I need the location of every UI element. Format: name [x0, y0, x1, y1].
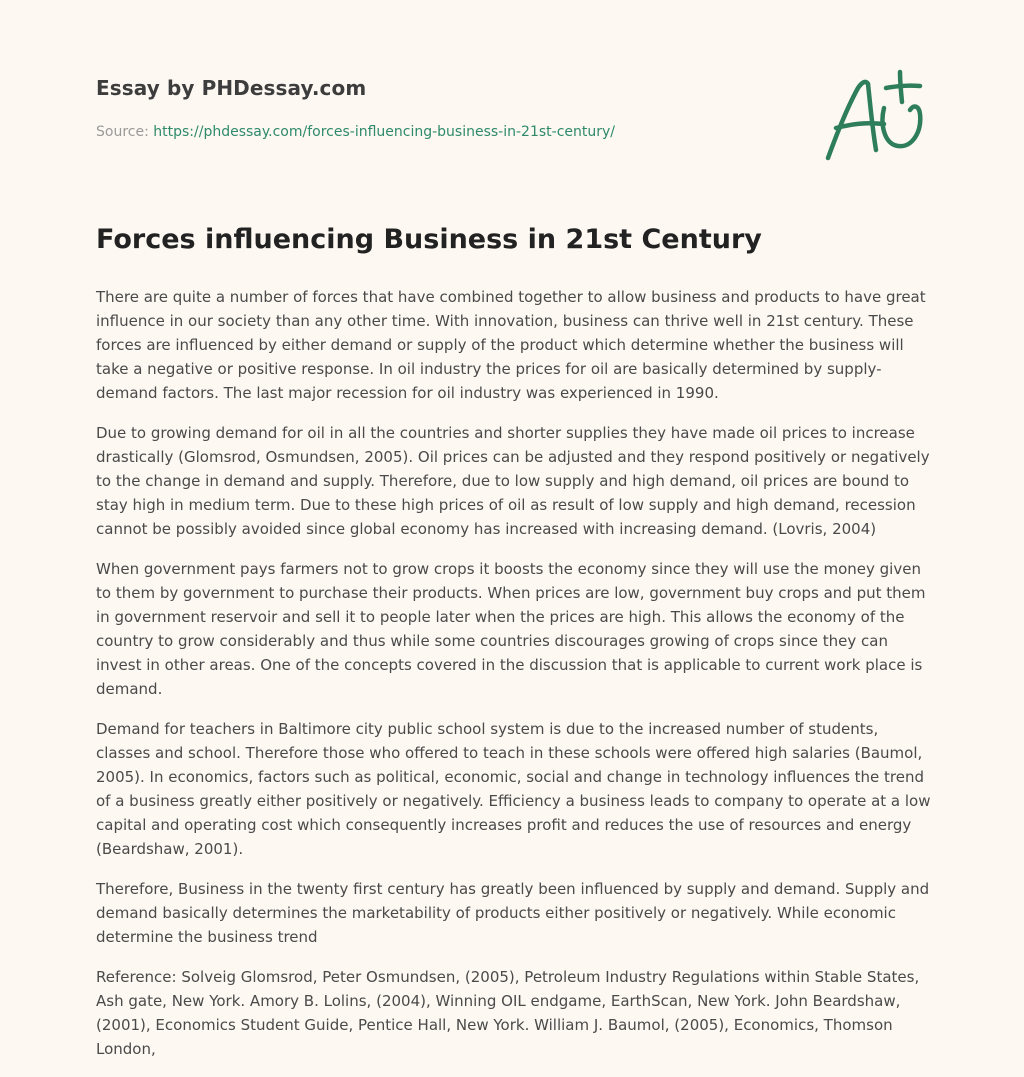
paragraph: There are quite a number of forces that have combined together to allow business and products to have great influence in our society than any other time. With innovation, business can thrive well in 21st century. These forces are influenced by either demand or supply of the product which determine whether the business will take a negative or positive response. In oil industry the prices for oil are basically determined by supply-demand factors. The last major recession for oil industry was experienced in 1990. [96, 288, 926, 402]
header [96, 76, 796, 140]
essay-body [96, 285, 932, 1077]
site-brand: Essay by PHDessay.com [96, 76, 367, 100]
paragraph: Demand for teachers in Baltimore city public school system is due to the increased number of students, classes and school. Therefore those who offered to teach in these schools were offered high salaries (Baumol, 2005). In economics, factors such as political, economic, social and change in technology influences the trend of a business greatly either positively or negatively. Efficiency a business leads to company to operate at a low capital and operating cost which consequently increases profit and reduces the use of resources and energy (Beardshaw, 2001). [96, 720, 931, 858]
source-label: Source: [96, 124, 149, 140]
paragraph: Due to growing demand for oil in all the countries and shorter supplies they have made oil prices to increase drastically (Glomsrod, Osmundsen, 2005). Oil prices can be adjusted and they respond positively or negatively to the change in demand and supply. Therefore, due to low supply and high demand, oil prices are bound to stay high in medium term. Due to these high prices of oil as result of low supply and high demand, recession cannot be possibly avoided since global economy has increased with increasing demand. (Lovris, 2004) [96, 424, 930, 538]
paragraph: When government pays farmers not to grow crops it boosts the economy since they will use the money given to them by government to purchase their products. When prices are low, government buy crops and put them in government reservoir and sell it to people later when the prices are high. This allows the economy of the country to grow considerably and thus while some countries discourages growing of crops since they can invest in other areas. One of the concepts covered in the discussion that is applicable to current work place is demand. [96, 560, 926, 698]
reference-paragraph: Reference: Solveig Glomsrod, Peter Osmundsen, (2005), Petroleum Industry Regulations within Stable States, Ash gate, New York. Amory B. Lolins, (2004), Winning OIL endgame, EarthScan, New York. John Beardshaw, (2001), Economics Student Guide, Pentice Hall, New York. William J. Baumol, (2005), Economics, Thomson London, [96, 968, 920, 1058]
paragraph: Therefore, Business in the twenty first century has greatly been influenced by supply and demand. Supply and demand basically determines the marketability of products either positively or negatively. While economic determine the business trend [96, 880, 930, 946]
source-line [96, 124, 796, 140]
a-plus-logo-icon [822, 66, 928, 166]
source-link[interactable]: https://phdessay.com/forces-influencing-business-in-21st-century/ [153, 124, 616, 140]
essay-title: Forces influencing Business in 21st Century [96, 224, 762, 255]
